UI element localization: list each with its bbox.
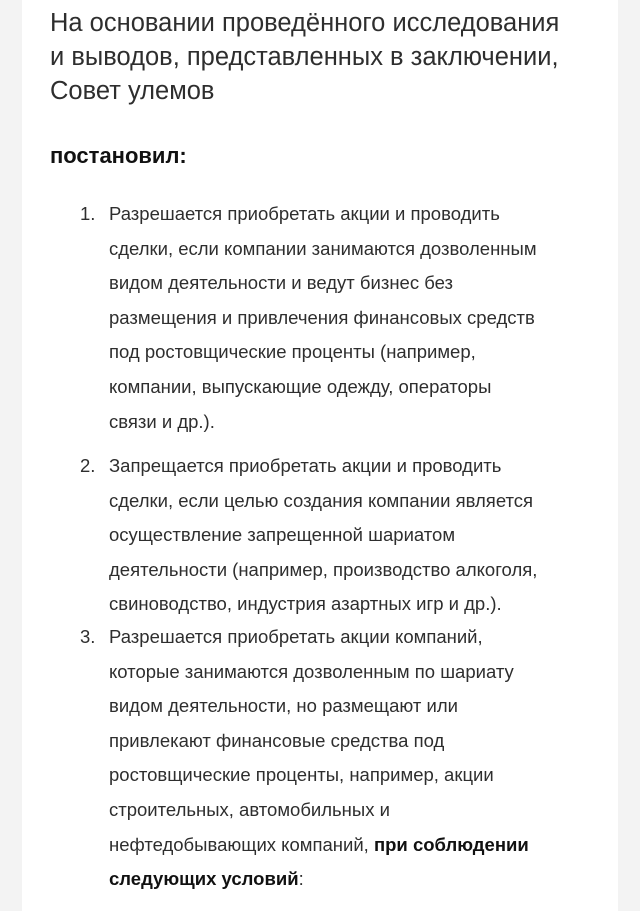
list-item-line: осуществление запрещенной шариатом (109, 524, 456, 546)
list-item-line: Разрешается приобретать акции компаний, (109, 626, 483, 647)
list-item-line: сделки, если компании занимаются дозволенным (109, 237, 537, 259)
list-item-line: сделки, если целью создания компании является (109, 489, 534, 511)
list-item-line: ростовщические проценты, например, акции (109, 764, 494, 786)
list-item-number: 3. (80, 626, 96, 647)
list-item-line: компании, выпускающие одежду, операторы (109, 375, 492, 397)
regular-text: нефтедобывающих компаний, (109, 833, 374, 855)
list-item (109, 449, 609, 622)
list-item-number: 1. (80, 203, 96, 224)
list-item (109, 620, 609, 897)
intro-line: На основании проведённого исследования (50, 9, 560, 37)
list-item-line: деятельности (например, производство алкоголя, (109, 558, 538, 580)
resolution-list (22, 0, 618, 911)
list-item (109, 197, 609, 439)
list-item-line: строительных, автомобильных и (109, 798, 390, 820)
list-item-line: под ростовщические проценты (например, (109, 341, 476, 363)
document-page (22, 0, 618, 911)
regular-text: : (298, 868, 304, 890)
list-item-line: размещения и привлечения финансовых средств (109, 306, 535, 328)
list-item-line (109, 828, 609, 863)
resolution-heading: постановил: (50, 143, 187, 168)
list-item-number: 2. (80, 455, 96, 476)
bold-text: следующих условий (109, 868, 299, 890)
list-item-line: привлекают финансовые средства под (109, 729, 445, 751)
list-item-line (109, 862, 609, 897)
intro-line: Совет улемов (50, 77, 215, 105)
bold-text: при соблюдении (373, 833, 529, 855)
intro-line: и выводов, представленных в заключении, (50, 43, 559, 71)
list-item-line: свиноводство, индустрия азартных игр и др.). (109, 593, 502, 615)
list-item-line: Запрещается приобретать акции и проводить (109, 455, 502, 476)
list-item-line: связи и др.). (109, 410, 215, 432)
list-item-line: видом деятельности и ведут бизнес без (109, 272, 453, 294)
list-item-line: видом деятельности, но размещают или (109, 695, 458, 717)
list-item-line: которые занимаются дозволенным по шариату (109, 660, 514, 682)
list-item-line: Разрешается приобретать акции и проводить (109, 203, 500, 224)
